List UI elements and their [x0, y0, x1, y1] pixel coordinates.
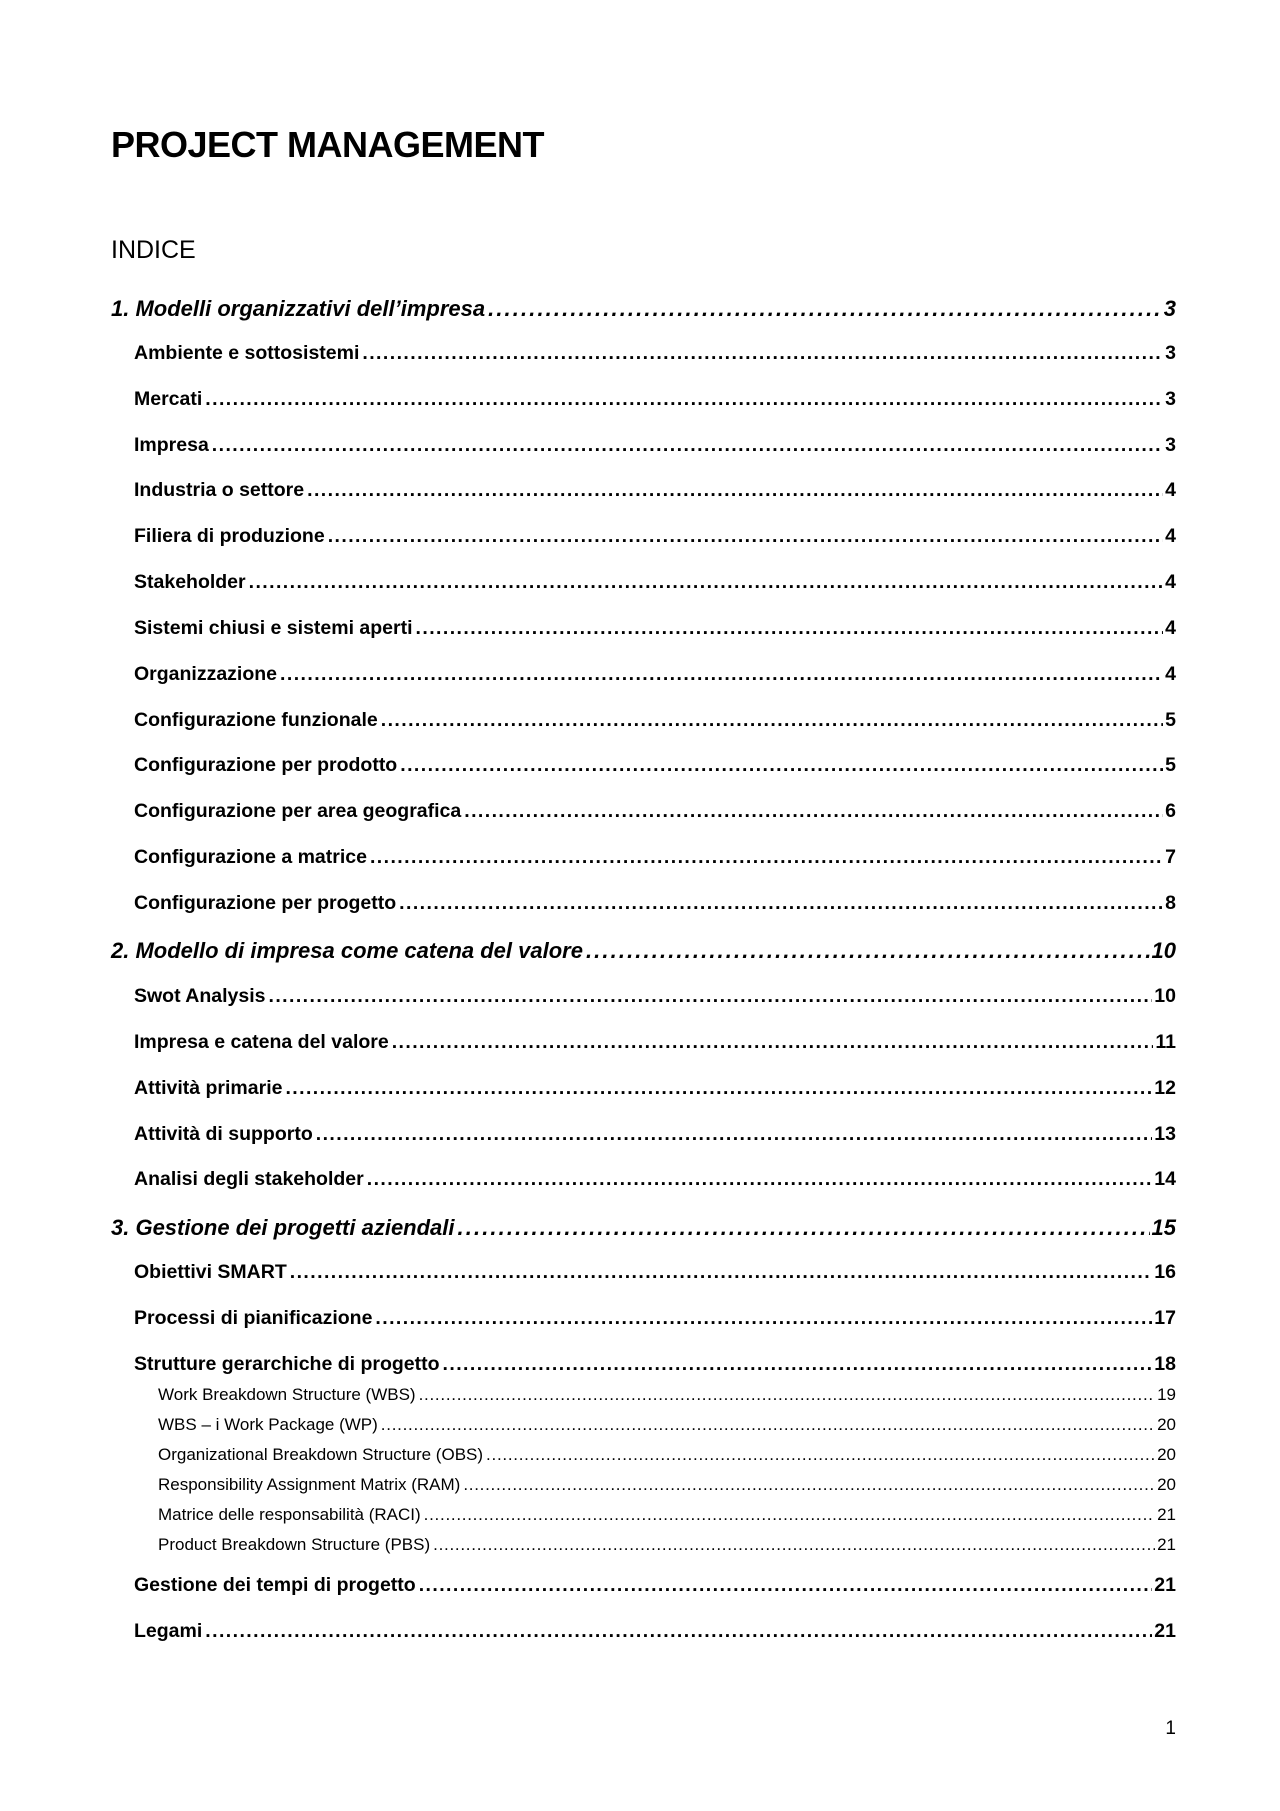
- toc-entry-page: 21: [1154, 1620, 1176, 1642]
- toc-entry[interactable]: [134, 342, 1176, 365]
- toc-entry[interactable]: [158, 1505, 1176, 1525]
- toc-leader-dots: [400, 754, 1163, 777]
- toc-entry[interactable]: [134, 1261, 1176, 1284]
- toc-leader-dots: [464, 800, 1163, 823]
- toc-entry-label: Industria o settore: [134, 479, 305, 501]
- toc-leader-dots: [419, 1574, 1153, 1597]
- toc-entry[interactable]: [158, 1445, 1176, 1465]
- toc-leader-dots: [268, 985, 1152, 1008]
- toc-entry[interactable]: [134, 1123, 1176, 1146]
- toc-entry-label: 2. Modello di impresa come catena del valore: [111, 938, 583, 963]
- toc-entry-label: Attività primarie: [134, 1077, 283, 1099]
- toc-entry[interactable]: [158, 1535, 1176, 1555]
- toc-entry-label: Work Breakdown Structure (WBS): [158, 1385, 416, 1404]
- toc-leader-dots: [212, 434, 1163, 457]
- toc-entry[interactable]: [134, 1353, 1176, 1376]
- toc-entry[interactable]: [111, 296, 1176, 322]
- toc-leader-dots: [307, 479, 1163, 502]
- toc-leader-dots: [399, 892, 1163, 915]
- toc-entry-label: Stakeholder: [134, 571, 246, 593]
- toc-entry-page: 17: [1154, 1307, 1176, 1329]
- toc-entry-label: Impresa: [134, 434, 209, 456]
- toc-entry-page: 4: [1165, 479, 1176, 501]
- toc-entry-label: Obiettivi SMART: [134, 1261, 287, 1283]
- toc-entry-label: Mercati: [134, 388, 203, 410]
- toc-entry-label: Organizzazione: [134, 663, 278, 685]
- toc-leader-dots: [285, 1077, 1152, 1100]
- toc-entry[interactable]: [111, 938, 1176, 964]
- toc-leader-dots: [249, 571, 1164, 594]
- toc-leader-dots: [424, 1505, 1155, 1525]
- toc-entry-page: 14: [1154, 1168, 1176, 1190]
- toc-entry[interactable]: [134, 1307, 1176, 1330]
- toc-leader-dots: [586, 938, 1150, 964]
- toc-entry-page: 6: [1165, 800, 1176, 822]
- toc-entry-page: 7: [1165, 846, 1176, 868]
- toc-entry-label: Configurazione per area geografica: [134, 800, 462, 822]
- document-title: PROJECT MANAGEMENT: [111, 124, 545, 165]
- toc-entry-label: Configurazione per progetto: [134, 892, 397, 914]
- toc-entry-page: 10: [1154, 985, 1176, 1007]
- toc-entry-page: 13: [1154, 1123, 1176, 1145]
- toc-entry-page: 21: [1157, 1535, 1176, 1554]
- toc-entry[interactable]: [158, 1475, 1176, 1495]
- toc-leader-dots: [375, 1307, 1152, 1330]
- toc-leader-dots: [370, 846, 1163, 869]
- toc-entry-label: Processi di pianificazione: [134, 1307, 373, 1329]
- toc-entry[interactable]: [134, 846, 1176, 869]
- toc-entry-page: 20: [1157, 1415, 1176, 1434]
- toc-entry-page: 20: [1157, 1445, 1176, 1464]
- toc-leader-dots: [392, 1031, 1154, 1054]
- toc-entry[interactable]: [134, 985, 1176, 1008]
- toc-leader-dots: [486, 1445, 1155, 1465]
- toc-entry-label: Legami: [134, 1620, 203, 1642]
- toc-entry[interactable]: [134, 1168, 1176, 1191]
- toc-entry-page: 16: [1154, 1261, 1176, 1283]
- toc-entry[interactable]: [111, 1215, 1176, 1241]
- toc-entry[interactable]: [134, 1031, 1176, 1054]
- toc-entry-label: Analisi degli stakeholder: [134, 1168, 364, 1190]
- toc-entry-label: Gestione dei tempi di progetto: [134, 1574, 416, 1596]
- toc-leader-dots: [419, 1385, 1155, 1405]
- toc-leader-dots: [458, 1215, 1150, 1241]
- toc-leader-dots: [367, 1168, 1153, 1191]
- toc-leader-dots: [443, 1353, 1153, 1376]
- toc-entry-page: 15: [1151, 1215, 1176, 1240]
- toc-leader-dots: [433, 1535, 1155, 1555]
- toc-entry[interactable]: [158, 1385, 1176, 1405]
- toc-entry[interactable]: [134, 571, 1176, 594]
- toc-leader-dots: [381, 1415, 1155, 1435]
- toc-leader-dots: [316, 1123, 1153, 1146]
- toc-entry-page: 3: [1165, 342, 1176, 364]
- toc-entry[interactable]: [134, 525, 1176, 548]
- toc-entry[interactable]: [134, 709, 1176, 732]
- toc-entry-label: Attività di supporto: [134, 1123, 313, 1145]
- toc-entry[interactable]: [134, 1574, 1176, 1597]
- toc-entry-page: 3: [1165, 434, 1176, 456]
- toc-entry[interactable]: [134, 388, 1176, 411]
- toc-entry-page: 18: [1154, 1353, 1176, 1375]
- toc-entry[interactable]: [158, 1415, 1176, 1435]
- toc-entry-label: Impresa e catena del valore: [134, 1031, 389, 1053]
- toc-leader-dots: [280, 663, 1163, 686]
- toc-entry[interactable]: [134, 892, 1176, 915]
- toc-entry-label: Swot Analysis: [134, 985, 266, 1007]
- toc-entry-page: 12: [1154, 1077, 1176, 1099]
- toc-leader-dots: [362, 342, 1163, 365]
- toc-entry-page: 10: [1151, 938, 1176, 963]
- toc-entry-page: 21: [1154, 1574, 1176, 1596]
- toc-entry-label: Product Breakdown Structure (PBS): [158, 1535, 431, 1554]
- toc-entry-page: 5: [1165, 709, 1176, 731]
- toc-entry-page: 3: [1163, 296, 1176, 321]
- toc-entry[interactable]: [134, 434, 1176, 457]
- toc-entry-label: Ambiente e sottosistemi: [134, 342, 360, 364]
- toc-entry-page: 4: [1165, 525, 1176, 547]
- toc-entry-label: WBS – i Work Package (WP): [158, 1415, 378, 1434]
- toc-entry-page: 11: [1155, 1031, 1176, 1053]
- toc-entry-page: 5: [1165, 754, 1176, 776]
- toc-leader-dots: [290, 1261, 1153, 1284]
- toc-entry-label: Sistemi chiusi e sistemi aperti: [134, 617, 413, 639]
- toc-leader-dots: [205, 388, 1163, 411]
- toc-entry-page: 4: [1165, 663, 1176, 685]
- toc-entry-label: 3. Gestione dei progetti aziendali: [111, 1215, 455, 1240]
- toc-entry-page: 20: [1157, 1475, 1176, 1494]
- toc-leader-dots: [381, 709, 1163, 732]
- toc-entry-label: Strutture gerarchiche di progetto: [134, 1353, 440, 1375]
- toc-entry-page: 4: [1165, 617, 1176, 639]
- toc-entry-label: Organizational Breakdown Structure (OBS): [158, 1445, 484, 1464]
- toc-entry-page: 21: [1157, 1505, 1176, 1524]
- toc-leader-dots: [328, 525, 1163, 548]
- toc-leader-dots: [488, 296, 1162, 322]
- toc-entry-page: 3: [1165, 388, 1176, 410]
- toc-entry[interactable]: [134, 617, 1176, 640]
- toc-entry-label: Configurazione per prodotto: [134, 754, 398, 776]
- toc-entry[interactable]: [134, 754, 1176, 777]
- toc-entry-page: 19: [1157, 1385, 1176, 1404]
- toc-entry-label: 1. Modelli organizzativi dell’impresa: [111, 296, 486, 321]
- toc-heading: INDICE: [111, 236, 196, 264]
- toc-entry-label: Matrice delle responsabilità (RACI): [158, 1505, 421, 1524]
- toc-entry[interactable]: [134, 663, 1176, 686]
- toc-leader-dots: [205, 1620, 1152, 1643]
- toc-entry-page: 4: [1165, 571, 1176, 593]
- toc-entry-label: Configurazione funzionale: [134, 709, 378, 731]
- toc-entry-label: Responsibility Assignment Matrix (RAM): [158, 1475, 461, 1494]
- toc-entry-label: Configurazione a matrice: [134, 846, 367, 868]
- toc-entry[interactable]: [134, 1077, 1176, 1100]
- toc-entry[interactable]: [134, 479, 1176, 502]
- toc-entry[interactable]: [134, 1620, 1176, 1643]
- toc-leader-dots: [463, 1475, 1155, 1495]
- toc-entry-page: 8: [1165, 892, 1176, 914]
- toc-leader-dots: [416, 617, 1164, 640]
- page-number: 1: [1165, 1718, 1176, 1739]
- toc-entry-label: Filiera di produzione: [134, 525, 325, 547]
- toc-entry[interactable]: [134, 800, 1176, 823]
